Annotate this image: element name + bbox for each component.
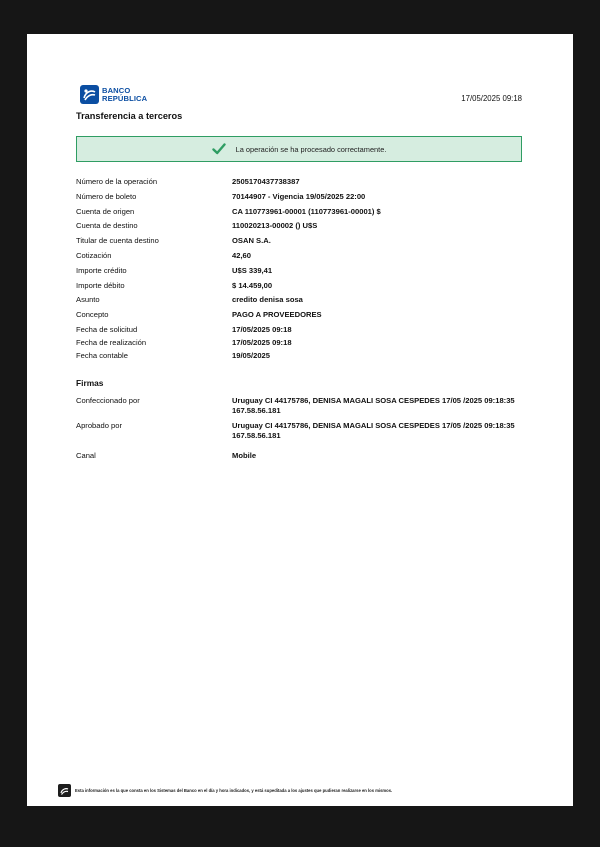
bank-logo	[80, 85, 147, 104]
signature-label: Canal	[76, 451, 96, 460]
success-message: La operación se ha procesado correctamente.	[235, 144, 387, 154]
detail-label: Número de la operación	[76, 177, 158, 186]
detail-label: Número de boleto	[76, 191, 137, 201]
detail-label: Cuenta de origen	[76, 206, 135, 216]
detail-value: OSAN S.A.	[232, 236, 271, 246]
detail-value: $ 14.459,00	[232, 280, 273, 290]
detail-value: CA 110773961-00001 (110773961-00001) $	[232, 206, 381, 216]
detail-value: 2505170437738387	[232, 177, 300, 186]
detail-value: U$S 339,41	[232, 265, 273, 275]
signature-row-approved-by	[76, 421, 526, 451]
detail-row-destination-holder	[76, 236, 526, 251]
signature-value: Uruguay CI 44175786, DENISA MAGALI SOSA CESPEDES 17/05 /2025 09:18:35 167.58.56.181	[232, 421, 515, 440]
detail-value: 17/05/2025 09:18	[232, 324, 292, 334]
detail-label: Fecha de solicitud	[76, 324, 138, 334]
detail-label: Cuenta de destino	[76, 221, 138, 231]
detail-row-concept	[76, 310, 526, 325]
detail-row-ticket-number	[76, 192, 526, 207]
detail-value: 17/05/2025 09:18	[232, 338, 292, 348]
signature-value: Mobile	[232, 451, 257, 460]
detail-value: 110020213-00002 () U$S	[232, 221, 318, 231]
detail-label: Fecha contable	[76, 351, 128, 361]
detail-label: Concepto	[76, 310, 109, 320]
detail-value: credito denisa sosa	[232, 295, 303, 305]
bank-logo-icon	[58, 784, 71, 797]
detail-row-request-date	[76, 325, 526, 338]
signature-row-prepared-by	[76, 396, 526, 421]
bank-name	[102, 87, 147, 103]
detail-label: Asunto	[76, 295, 100, 305]
signature-label: Aprobado por	[76, 421, 123, 430]
bank-name-line2: REPÚBLICA	[102, 93, 148, 103]
success-banner	[76, 136, 522, 162]
detail-row-origin-account	[76, 207, 526, 222]
detail-row-execution-date	[76, 338, 526, 351]
footer-disclaimer	[58, 784, 392, 797]
checkmark-icon	[212, 142, 226, 156]
signature-label: Confeccionado por	[76, 396, 140, 405]
signatures-section	[76, 396, 526, 465]
detail-label: Importe crédito	[76, 265, 127, 275]
page-title: Transferencia a terceros	[76, 111, 183, 121]
detail-label: Cotización	[76, 250, 112, 260]
detail-label: Fecha de realización	[76, 338, 147, 348]
detail-value: PAGO A PROVEEDORES	[232, 310, 322, 320]
detail-row-operation-number	[76, 177, 526, 192]
detail-row-exchange-rate	[76, 251, 526, 266]
bank-name-line1: BANCO	[102, 85, 131, 95]
detail-label: Importe débito	[76, 280, 125, 290]
signature-row-channel	[76, 451, 526, 465]
bank-logo-icon	[80, 85, 99, 104]
detail-row-subject	[76, 295, 526, 310]
detail-label: Titular de cuenta destino	[76, 236, 159, 246]
footer-text: Esta información es la que consta en los Sistemas del Banco en el día y hora indicados, y está supeditada a los ajustes que pudieran realizarse en los mismos.	[75, 788, 393, 793]
detail-value: 70144907 - Vigencia 19/05/2025 22:00	[232, 191, 366, 201]
detail-row-accounting-date	[76, 351, 526, 364]
receipt-page	[27, 34, 573, 806]
detail-row-destination-account	[76, 221, 526, 236]
detail-value: 19/05/2025	[232, 351, 271, 361]
detail-row-debit-amount	[76, 281, 526, 296]
transfer-details	[76, 177, 526, 365]
detail-row-credit-amount	[76, 266, 526, 281]
signatures-title: Firmas	[76, 378, 104, 388]
document-datetime: 17/05/2025 09:18	[461, 94, 522, 103]
detail-value: 42,60	[232, 250, 252, 260]
signature-value: Uruguay CI 44175786, DENISA MAGALI SOSA CESPEDES 17/05 /2025 09:18:35 167.58.56.181	[232, 396, 515, 415]
